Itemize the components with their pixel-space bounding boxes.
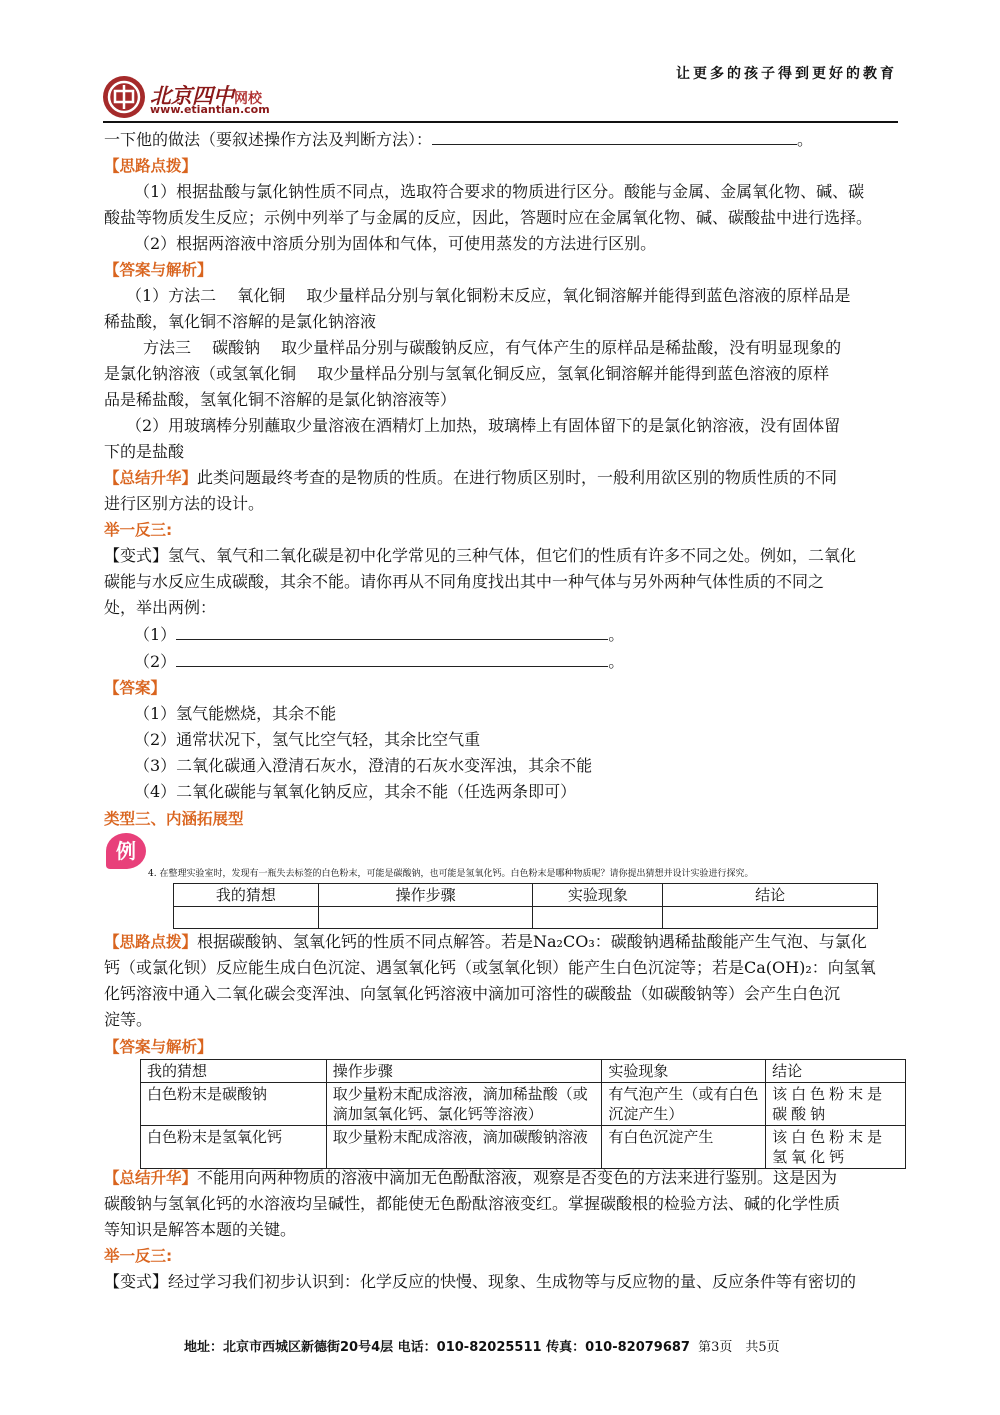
para: 处，举出两例： (104, 598, 217, 617)
question-2: （2） 。 (134, 652, 625, 671)
para: 进行区别方法的设计。 (104, 494, 265, 513)
page-number: 第3页 共5页 (698, 1340, 780, 1355)
footer-address: 地址：北京市西城区新德街20号4层 电话：010-82025511 传真：010-82079687 (184, 1340, 690, 1355)
answer-blank[interactable] (176, 651, 608, 667)
para: 化钙溶液中通入二氧化碳会变浑浊、向氢氧化钙溶液中滴加可溶性的碳酸盐（如碳酸钠等）会产生白色沉 (104, 984, 841, 1003)
table-header-row: 我的猜想 操作步骤 实验现象 结论 (141, 1060, 906, 1083)
heading-silu: 【思路点拨】 (104, 157, 198, 175)
logo (103, 76, 145, 118)
header-rule (103, 121, 898, 123)
para: 方法三 碳酸钠 取少量样品分别与碳酸钠反应，有气体产生的原样品是稀盐酸，没有明显现象的 (143, 338, 842, 357)
hint2: 【思路点拨】根据碳酸钠、氢氧化钙的性质不同点解答。若是Na₂CO₃：碳酸钠遇稀盐酸能产生气泡、与氯化 (104, 932, 867, 951)
l1: 一下他的做法（要叙述操作方法及判断方法）： 。 (104, 130, 814, 149)
para: （1）方法二 氧化铜 取少量样品分别与氧化铜粉末反应，氧化铜溶解并能得到蓝色溶液的原样品是 (126, 286, 851, 305)
heading-answer: 【答案与解析】 (104, 1038, 213, 1056)
table-row: 白色粉末是碳酸钠 取少量粉末配成溶液，滴加稀盐酸（或滴加氢氧化钙、氯化钙等溶液） 有气泡产生（或有白色沉淀产生） 该白色粉末是碳酸钠 (141, 1083, 906, 1126)
answer-3: （3）二氧化碳通入澄清石灰水，澄清的石灰水变浑浊，其余不能 (134, 756, 593, 775)
logo-emblem-icon (103, 76, 145, 118)
answer-4: （4）二氧化碳能与氧氧化钠反应，其余不能（任选两条即可） (134, 782, 577, 801)
summary: 【总结升华】此类问题最终考查的是物质的性质。在进行物质区别时，一般利用欲区别的物质性质的不同 (104, 468, 838, 487)
heading-practice: 举一反三: (104, 1247, 173, 1265)
table-header-row: 我的猜想 操作步骤 实验现象 结论 (174, 884, 878, 907)
logo-suffix: 网校 (234, 91, 262, 107)
summary2: 【总结升华】不能用向两种物质的溶液中滴加无色酚酞溶液，观察是否变色的方法来进行鉴别。这是因为 (104, 1168, 838, 1187)
answer-blank[interactable] (176, 624, 608, 640)
para: 碳酸钠与氢氧化钙的水溶液均呈碱性，都能使无色酚酞溶液变红。掌握碳酸根的检验方法、碱的化学性质 (104, 1194, 841, 1213)
para: 钙（或氯化钡）反应能生成白色沉淀、遇氢氧化钙（或氢氧化钡）能产生白色沉淀等；若是Ca(OH)₂：向氢氧 (104, 958, 876, 977)
para: 碳能与水反应生成碳酸，其余不能。请你再从不同角度找出其中一种气体与另外两种气体性质的不同之 (104, 572, 825, 591)
table-blank (173, 883, 878, 929)
heading-practice: 举一反三: (104, 521, 173, 539)
header-slogan: 让更多的孩子得到更好的教育 (676, 66, 897, 82)
heading-type3: 类型三、内涵拓展型 (104, 810, 244, 828)
example-4: 4. 在整理实验室时，发现有一瓶失去标签的白色粉末，可能是碳酸钠，也可能是氢氧化钙。白色粉末是哪种物质呢？请你提出猜想并设计实验进行探究。 (148, 869, 754, 879)
para: 品是稀盐酸，氢氧化铜不溶解的是氯化钠溶液等） (104, 390, 457, 409)
answer-1: （1）氢气能燃烧，其余不能 (134, 704, 337, 723)
variant2: 【变式】经过学习我们初步认识到：化学反应的快慢、现象、生成物等与反应物的量、反应条件等有密切的 (104, 1272, 857, 1291)
table-row: 白色粉末是氢氧化钙 取少量粉末配成溶液，滴加碳酸钠溶液 有白色沉淀产生 该白色粉末是氢氧化钙 (141, 1126, 906, 1169)
example-badge: 例 (106, 833, 146, 869)
para: （2）用玻璃棒分别蘸取少量溶液在酒精灯上加热，玻璃棒上有固体留下的是氯化钠溶液，没有固体留 (126, 416, 841, 435)
para: 稀盐酸，氧化铜不溶解的是氯化钠溶液 (104, 312, 377, 331)
heading-summary: 【总结升华】 (104, 1169, 198, 1187)
heading-answers: 【答案】 (104, 679, 167, 697)
heading-answer: 【答案与解析】 (104, 261, 213, 279)
para: 是氯化钠溶液（或氢氧化铜 取少量样品分别与氢氧化铜反应，氢氧化铜溶解并能得到蓝色溶液的原样 (104, 364, 830, 383)
variant: 【变式】氢气、氧气和二氧化碳是初中化学常见的三种气体，但它们的性质有许多不同之处。例如，二氧化 (104, 546, 857, 565)
para: 等知识是解答本题的关键。 (104, 1220, 297, 1239)
para: 淀等。 (104, 1010, 153, 1029)
para: 酸盐等物质发生反应；示例中列举了与金属的反应，因此，答题时应在金属氧化物、碱、碳酸盐中进行选择。 (104, 208, 873, 227)
question-1: （1） 。 (134, 625, 625, 644)
para: 下的是盐酸 (104, 442, 185, 461)
answer-blank[interactable] (432, 129, 797, 145)
heading-summary: 【总结升华】 (104, 469, 198, 487)
answer-2: （2）通常状况下，氢气比空气轻，其余比空气重 (134, 730, 481, 749)
table-answer (140, 1059, 906, 1169)
table-row (174, 907, 878, 929)
heading-silu: 【思路点拨】 (104, 933, 198, 951)
logo-name: 北京四中 (150, 83, 234, 108)
footer (184, 1336, 780, 1355)
logo-url: www.etiantian.com (150, 103, 270, 116)
para: （1）根据盐酸与氯化钠性质不同点，选取符合要求的物质进行区分。酸能与金属、金属氧化物、碱、碳 (134, 182, 865, 201)
para: （2）根据两溶液中溶质分别为固体和气体，可使用蒸发的方法进行区别。 (134, 234, 657, 253)
